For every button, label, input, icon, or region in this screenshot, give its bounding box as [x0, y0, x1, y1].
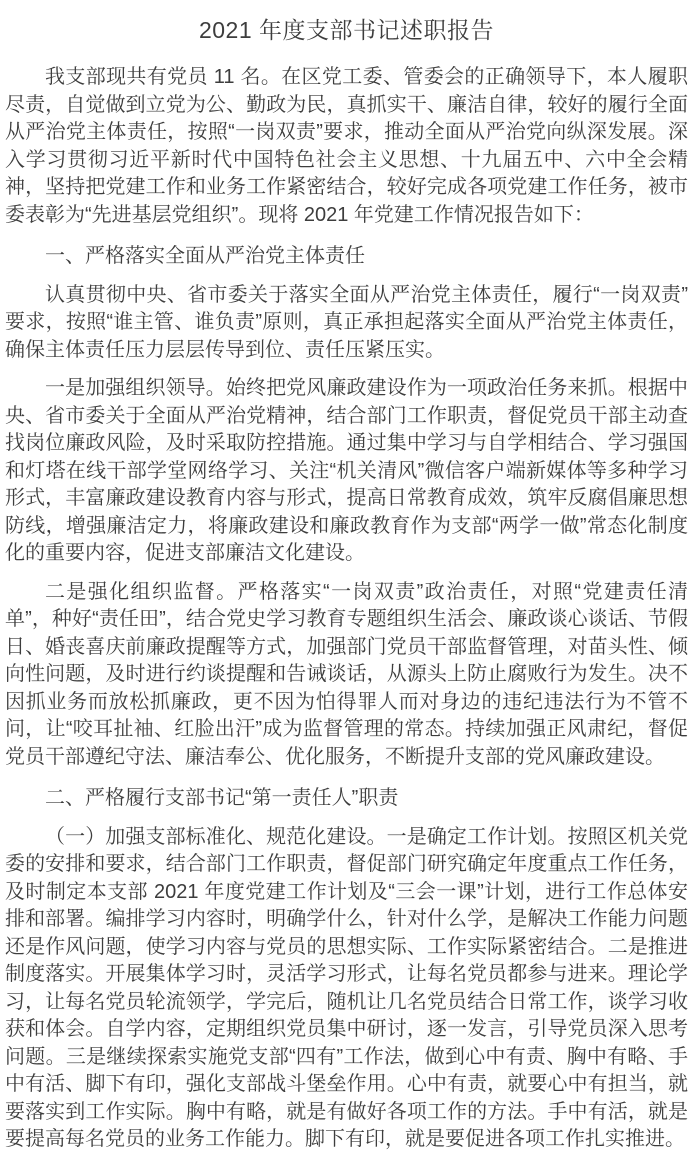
section2-paragraph-standardization: （一）加强支部标准化、规范化建设。一是确定工作计划。按照区机关党委的安排和要求，结合部门工作职责，督促部门研究确定年度重点工作任务，及时制定本支部 2021 年度党建工作计划及“三会一课”计划，进行工作总体安排和部署。编排学习内容时，明确学什么，针对什么学，是解决工作能力问题还是作风问题，使学习内容与党员的思想实际、工作实际紧密结合。二是推进制度落实。开展集体学习时，灵活学习形式，让每名党员都参与进来。理论学习，让每名党员轮流领学，学完后，随机让几名党员结合日常工作，谈学习收获和体会。自学内容，定期组织党员集中研讨，逐一发言，引导党员深入思考问题。三是继续探索实施党支部“四有”工作法，做到心中有责、胸中有略、手中有活、脚下有印，强化支部战斗堡垒作用。心中有责，就要心中有担当，就要落实到工作实际。胸中有略，就是有做好各项工作的方法。手中有活，就是要提高每名党员的业务工作能力。脚下有印，就是要促进各项工作扎实推进。 [5, 825, 688, 1150]
section-heading-2: 二、严格履行支部书记“第一责任人”职责 [45, 787, 399, 809]
section1-paragraph-responsibility: 认真贯彻中央、省市委关于落实全面从严治党主体责任，履行“一岗双责”要求，按照“谁主管、谁负责”原则，真正承担起落实全面从严治党主体责任，确保主体责任压力层层传导到位、责任压紧压实。 [5, 283, 688, 361]
intro-paragraph: 我支部现共有党员 11 名。在区党工委、管委会的正确领导下，本人履职尽责，自觉做到立党为公、勤政为民，真抓实干、廉洁自律，较好的履行全面从严治党主体责任，按照“一岗双责”要求，推动全面从严治党向纵深发展。深入学习贯彻习近平新时代中国特色社会主义思想、十九届五中、六中全会精神，坚持把党建工作和业务工作紧密结合，较好完成各项党建工作任务，被市委表彰为“先进基层党组织”。现将 2021 年党建工作情况报告如下： [5, 66, 688, 226]
document-title: 2021 年度支部书记述职报告 [198, 17, 495, 43]
section-heading-1: 一、严格落实全面从严治党主体责任 [45, 245, 365, 267]
section1-paragraph-organization-supervision: 二是强化组织监督。严格落实“一岗双责”政治责任，对照“党建责任清单”，种好“责任田”，结合党史学习教育专题组织生活会、廉政谈心谈话、节假日、婚丧喜庆前廉政提醒等方式，加强部门党员干部监督管理，对苗头性、倾向性问题，及时进行约谈提醒和告诫谈话，从源头上防止腐败行为发生。决不因抓业务而放松抓廉政，更不因为怕得罪人而对身边的违纪违法行为不管不问，让“咬耳扯袖、红脸出汗”成为监督管理的常态。持续加强正风肃纪，督促党员干部遵纪守法、廉洁奉公、优化服务，不断提升支部的党风廉政建设。 [5, 580, 688, 768]
section1-paragraph-organization-leadership: 一是加强组织领导。始终把党风廉政建设作为一项政治任务来抓。根据中央、省市委关于全面从严治党精神，结合部门工作职责，督促党员干部主动查找岗位廉政风险，及时采取防控措施。通过集中学习与自学相结合、学习强国和灯塔在线干部学堂网络学习、关注“机关清风”微信客户端新媒体等多种学习形式，丰富廉政建设教育内容与形式，提高日常教育成效，筑牢反腐倡廉思想防线，增强廉洁定力，将廉政建设和廉政教育作为支部“两学一做”常态化制度化的重要内容，促进支部廉洁文化建设。 [5, 377, 688, 564]
